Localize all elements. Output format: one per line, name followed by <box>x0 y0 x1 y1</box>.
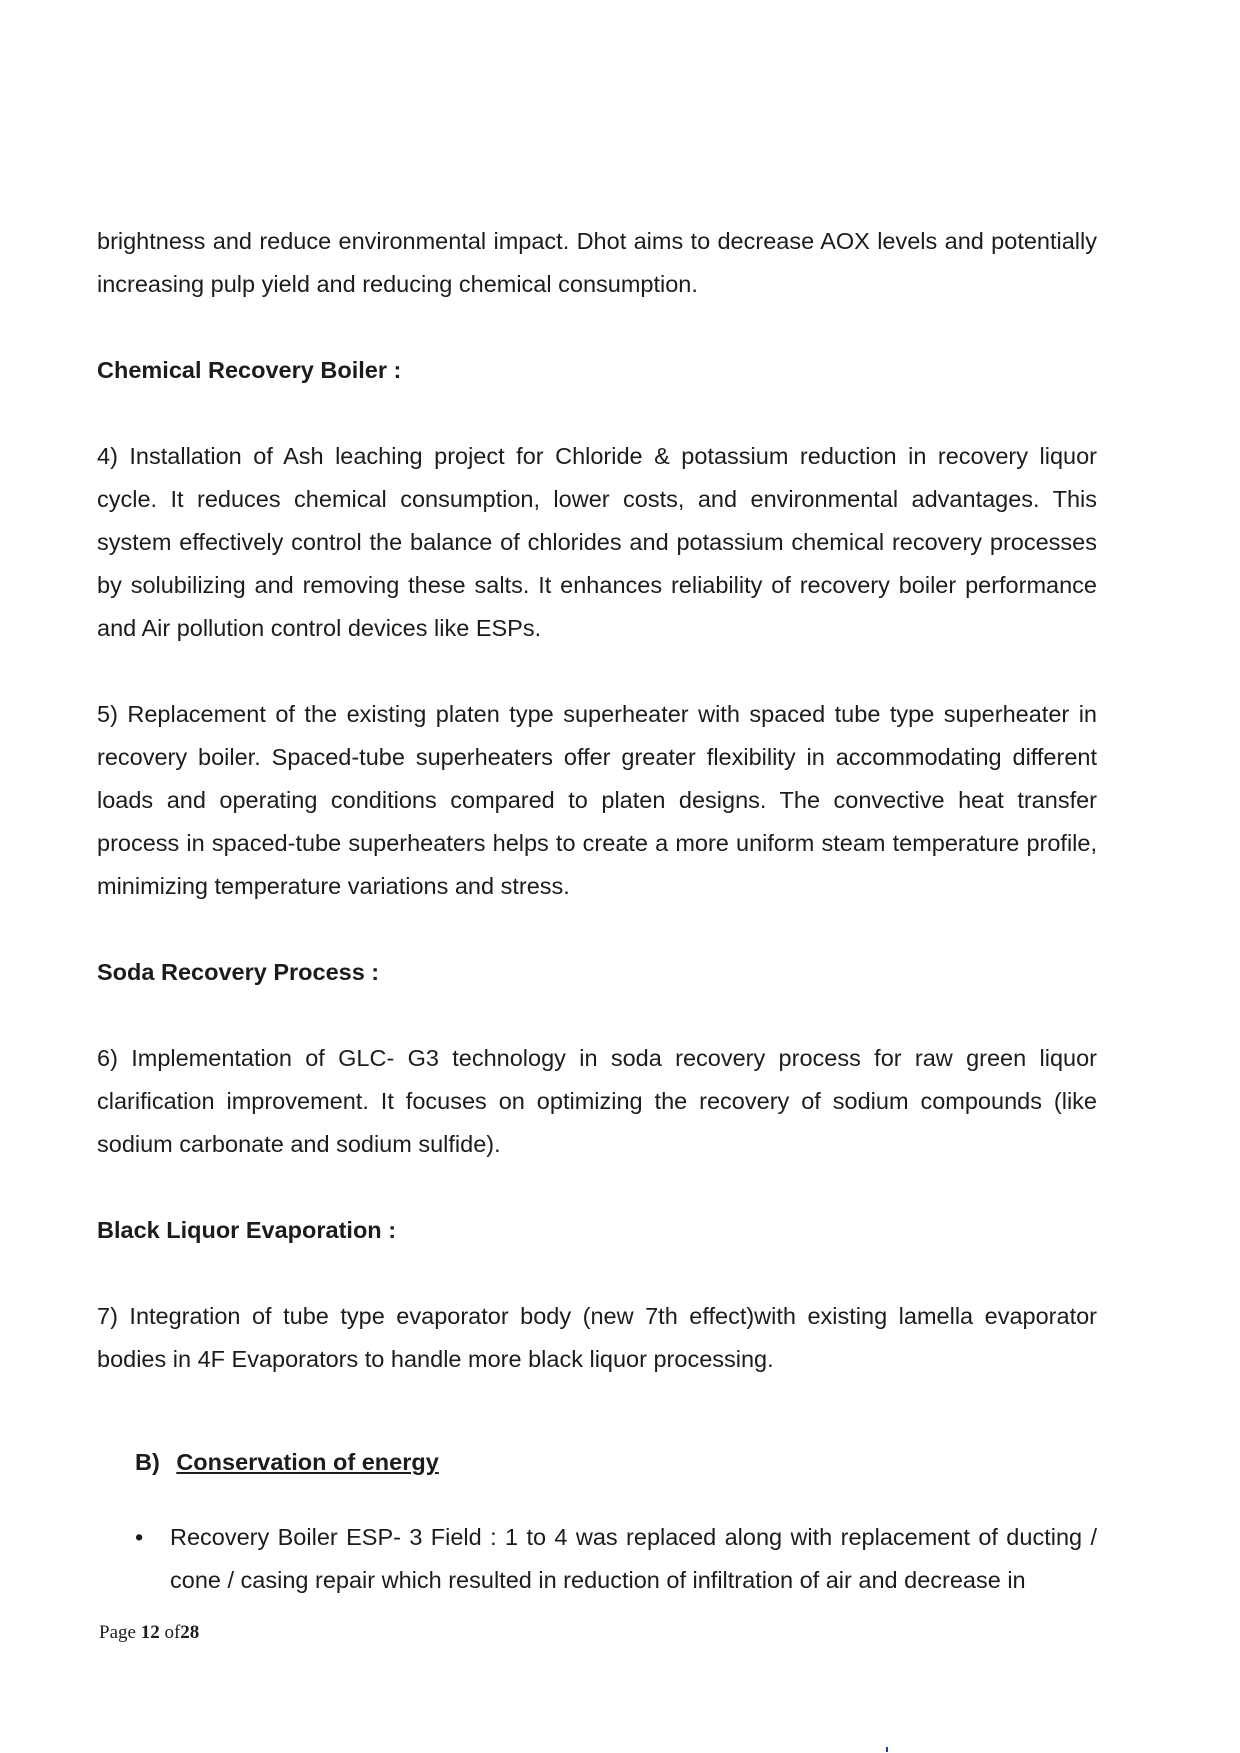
intro-paragraph: brightness and reduce environmental impact. Dhot aims to decrease AOX levels and potentially increasing pulp yield and reducing chemical consumption. <box>97 228 1097 297</box>
item-4-paragraph: 4) Installation of Ash leaching project for Chloride & potassium reduction in recovery liquor cycle. It reduces chemical consumption, lower costs, and environmental advantages. This system effectively control the balance of chlorides and potassium chemical recovery processes by solubilizing and removing these salts. It enhances reliability of recovery boiler performance and Air pollution control devices like ESPs. <box>97 443 1097 641</box>
item-5-paragraph: 5) Replacement of the existing platen type superheater with spaced tube type superheater in recovery boiler. Spaced-tube superheaters offer greater flexibility in accommodating different loads and operating conditions compared to platen designs. The convective heat transfer process in spaced-tube superheaters helps to create a more uniform steam temperature profile, minimizing temperature variations and stress. <box>97 701 1097 899</box>
page-footer <box>99 1622 199 1644</box>
heading-black-liquor-evaporation: Black Liquor Evaporation : <box>97 1217 397 1243</box>
footer-page-label: Page <box>99 1622 136 1643</box>
bullet-list-item <box>97 1516 1097 1602</box>
footer-total-pages: 28 <box>180 1622 200 1643</box>
item-6-paragraph: 6) Implementation of GLC- G3 technology in soda recovery process for raw green liquor clarification improvement. It focuses on optimizing the recovery of sodium compounds (like sodium carbonate and sodium sulfide). <box>97 1045 1097 1157</box>
scan-speck <box>886 1747 888 1752</box>
heading-chemical-recovery-boiler: Chemical Recovery Boiler : <box>97 357 402 383</box>
item-7-paragraph: 7) Integration of tube type evaporator body (new 7th effect)with existing lamella evaporator bodies in 4F Evaporators to handle more black liquor processing. <box>97 1303 1097 1372</box>
page-body <box>97 220 1097 1602</box>
section-b-label: B) <box>135 1449 160 1475</box>
footer-of-label: of <box>164 1622 181 1643</box>
heading-soda-recovery-process: Soda Recovery Process : <box>97 959 380 985</box>
section-b-title <box>97 1441 1097 1484</box>
bullet-icon: • <box>135 1524 144 1550</box>
footer-current-page: 12 <box>140 1622 160 1643</box>
section-b-title-text: Conservation of energy <box>176 1449 439 1475</box>
bullet-text: Recovery Boiler ESP- 3 Field : 1 to 4 was replaced along with replacement of ducting / cone / casing repair which resulted in reduction of infiltration of air and decrease in <box>170 1524 1097 1593</box>
